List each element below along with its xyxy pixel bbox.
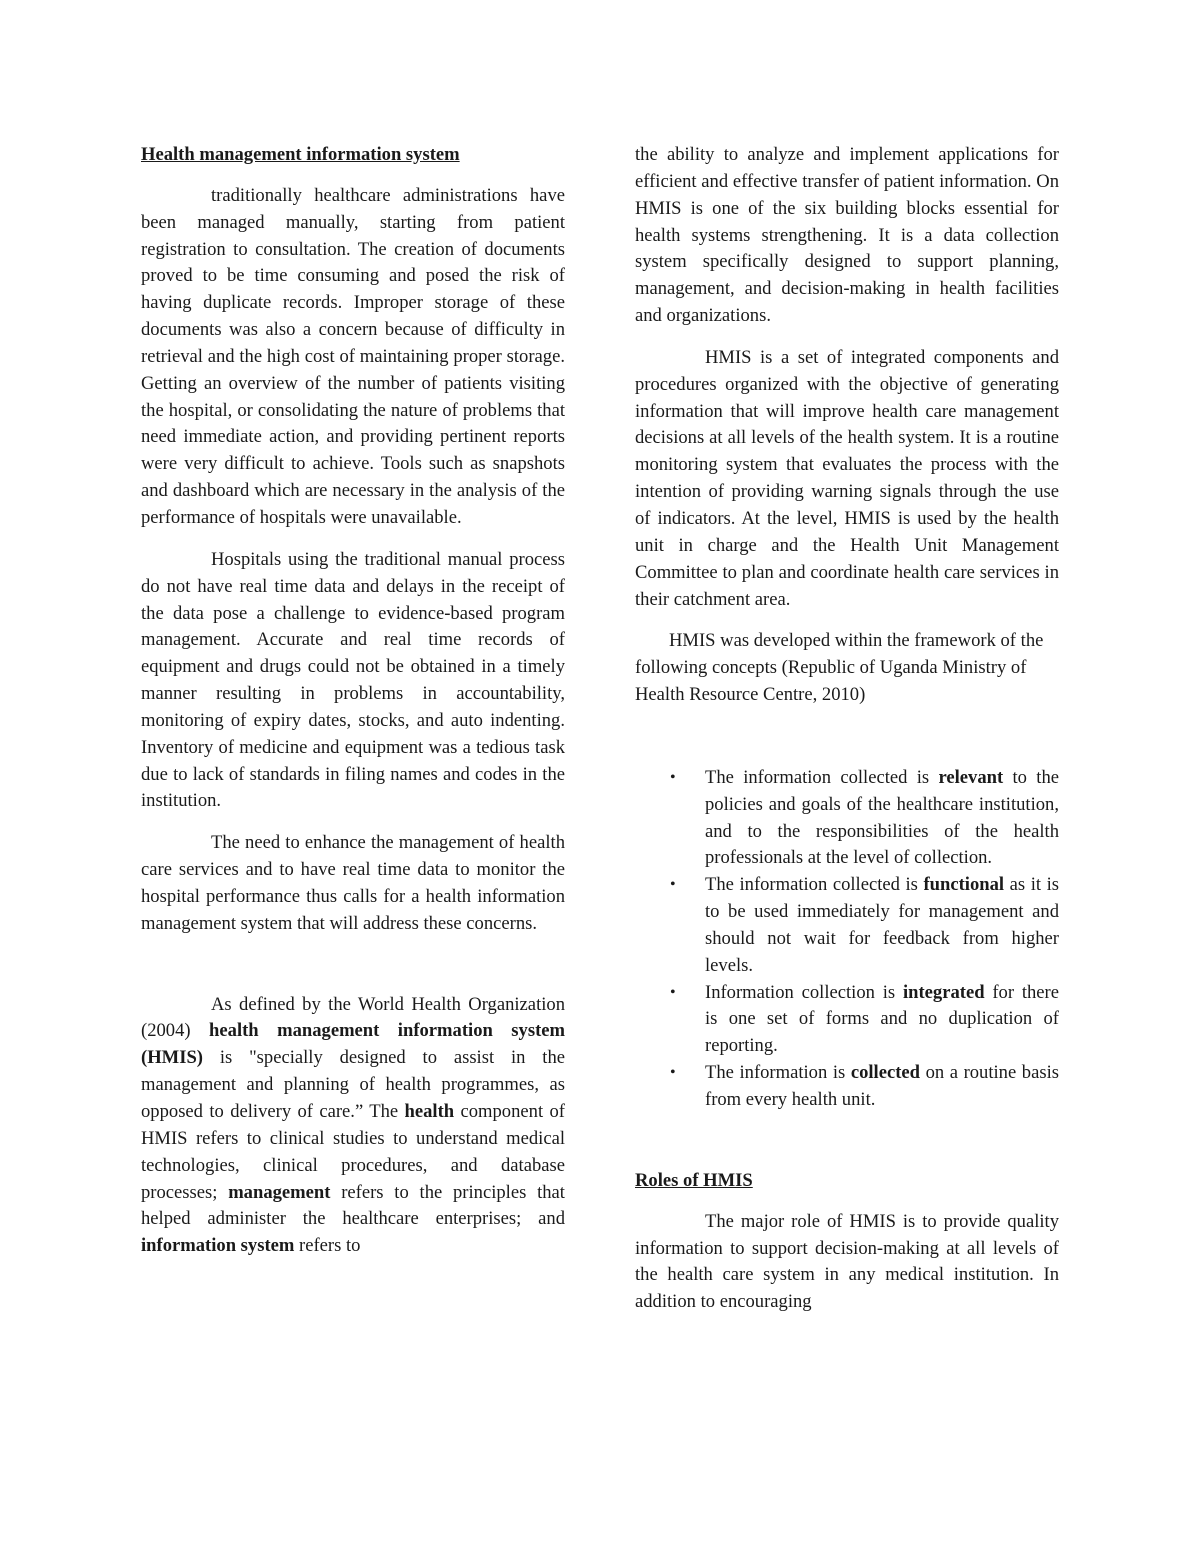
roles-heading: Roles of HMIS (635, 1169, 753, 1191)
text-run: refers to (294, 1235, 361, 1257)
text-run: refers to the principles that helped administer the healthcare enterprises; and (141, 1181, 565, 1230)
text-run: is "specially designed to assist in the management and planning of health programmes, as opposed to delivery of care.” The (141, 1047, 565, 1122)
text-run: The information is (705, 1062, 851, 1084)
text-run: as it is to be used immediately for management and should not wait for feedback from higher levels. (705, 874, 1060, 976)
section-title: Health management information system (141, 144, 460, 165)
paragraph-hmis-framework: HMIS was developed within the framework of the following concepts (Republic of Uganda Ministry of Health Resource Centre, 2010) (635, 630, 1044, 706)
text-run: component of HMIS refers to clinical studies to understand medical technologies, clinical procedures, and database processes; (141, 1101, 565, 1203)
bold-term: integrated (902, 981, 985, 1003)
text-run: on a routine basis from every health unit. (705, 1062, 1059, 1110)
text-run: Information collection is (705, 981, 903, 1003)
text-run: for there is one set of forms and no duplication of reporting. (705, 981, 1059, 1057)
list-item (635, 765, 1059, 872)
list-item (635, 1060, 1059, 1114)
bullet-icon: • (670, 1064, 676, 1082)
bold-term: health management information system (HMIS) (141, 1020, 565, 1069)
bold-term: functional (923, 874, 1005, 896)
paragraph-traditional-process: Hospitals using the traditional manual process do not have real time data and delays in the receipt of the data pose a challenge to evidence-based program management. Accurate and real time records of equipment and drugs could not be obtained in a timely manner resulting in problems in accountability, monitoring of expiry dates, stocks, and auto indenting. Inventory of medicine and equipment was a tedious task due to lack of standards in filing names and codes in the institution. (141, 548, 565, 812)
paragraph-who-definition (141, 992, 565, 1260)
bold-term: collected (850, 1062, 920, 1084)
paragraph-hmis-components: HMIS is a set of integrated components and procedures organized with the objective of generating information that will improve health care management decisions at all levels of the health system. It is a routine monitoring system that evaluates the process with the intention of providing warning signals through the use of indicators. At the level, HMIS is used by the health unit in charge and the Health Unit Management Committee to plan and coordinate health care services in their catchment area. (635, 346, 1059, 610)
bullet-icon: • (670, 768, 676, 786)
bullet-icon: • (670, 983, 676, 1001)
bold-term: relevant (938, 766, 1004, 788)
paragraph-need-for-system: The need to enhance the management of health care services and to have real time data to monitor the hospital performance thus calls for a health information management system that will address these concerns. (141, 832, 565, 934)
bold-term: information system (141, 1235, 295, 1257)
text-run: The information collected is (705, 766, 939, 788)
paragraph-continuation: the ability to analyze and implement applications for efficient and effective transfer of patient information. On HMIS is one of the six building blocks essential for health systems strengthening. It is a data collection system specifically designed to support planning, management, and decision-making in health facilities and organizations. (635, 144, 1059, 327)
text-run: to the policies and goals of the healthcare institution, and to the responsibilities of the health professionals at the level of collection. (705, 766, 1059, 869)
paragraph-roles: The major role of HMIS is to provide quality information to support decision-making at all levels of the health care system in any medical institution. In addition to encouraging (635, 1210, 1059, 1313)
list-item (635, 980, 1059, 1061)
bullet-icon: • (670, 876, 676, 894)
paragraph-manual-admin: traditionally healthcare administrations have been managed manually, starting from patient registration to consultation. The creation of documents proved to be time consuming and posed the risk of having duplicate records. Improper storage of these documents was also a concern because of difficulty in retrieval and the high cost of maintaining proper storage. Getting an overview of the number of patients visiting the hospital, or consolidating the nature of problems that need immediate action, and providing pertinent reports were very difficult to achieve. Tools such as snapshots and dashboard which are necessary in the analysis of the performance of hospitals were unavailable. (141, 184, 565, 528)
bold-term: health (404, 1101, 455, 1122)
right-column (635, 142, 1059, 1316)
concepts-list (635, 765, 1059, 1114)
text-run: As defined by the World Health Organization (2004) (141, 993, 565, 1042)
left-column (141, 142, 565, 1260)
bold-term: management (228, 1181, 331, 1203)
text-run: The information collected is (705, 874, 924, 896)
list-item (635, 872, 1059, 979)
